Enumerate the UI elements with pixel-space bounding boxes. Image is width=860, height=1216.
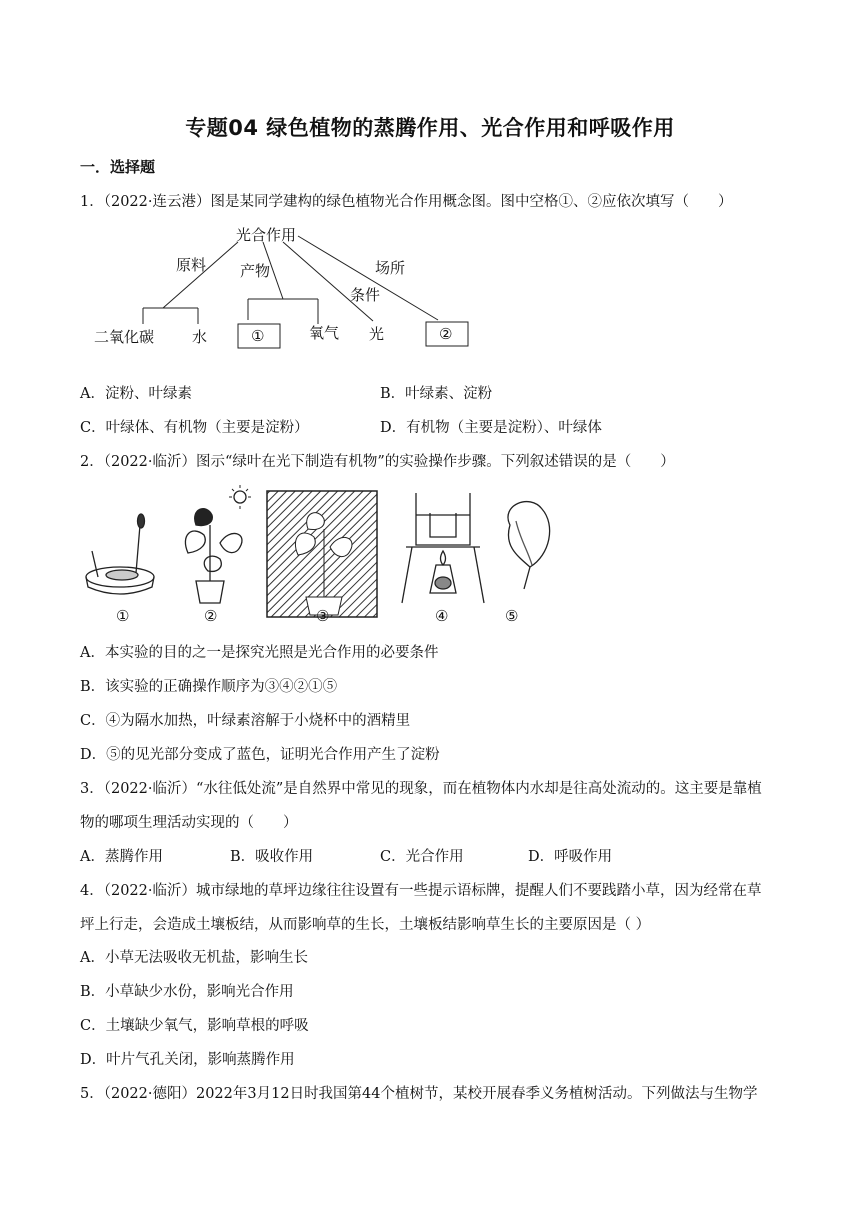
fig-label-3: ③: [316, 607, 330, 625]
diagram-leaf-oxygen: 氧气: [309, 324, 340, 342]
diagram-label-products: 产物: [240, 262, 271, 280]
q2-option-d: D．⑤的见光部分变成了蓝色，证明光合作用产生了淀粉: [80, 747, 440, 763]
q5-stem-line1: 5．（2022·德阳）2022年3月12日时我国第44个植树节，某校开展春季义务植树活动。下列做法与生物学: [80, 1086, 758, 1102]
diagram-label-location: 场所: [375, 259, 406, 277]
diagram-label-raw-materials: 原料: [176, 256, 207, 274]
step3-dark-box: [267, 491, 377, 617]
q3-option-c: C．光合作用: [380, 849, 464, 865]
q1-stem: 1．（2022·连云港）图是某同学建构的绿色植物光合作用概念图。图中空格①、②应依次填写（ ）: [80, 194, 733, 210]
q1-option-c: C．叶绿体、有机物（主要是淀粉）: [80, 420, 309, 436]
q4-stem-line1: 4．（2022·临沂）城市绿地的草坪边缘往往设置有一些提示语标牌，提醒人们不要践踏小草，因为经常在草: [80, 883, 762, 899]
diagram-leaf-co2: 二氧化碳: [94, 328, 155, 346]
step5-leaf: [508, 502, 550, 589]
photosynthesis-concept-map: [88, 224, 488, 354]
q3-option-a: A．蒸腾作用: [80, 849, 163, 865]
diagram-blank-1: ①: [251, 327, 265, 345]
experiment-steps-figure: [80, 485, 560, 625]
section-heading: 一．选择题: [80, 158, 156, 176]
q4-option-a: A．小草无法吸收无机盐，影响生长: [80, 950, 308, 966]
q4-option-d: D．叶片气孔关闭，影响蒸腾作用: [80, 1052, 295, 1068]
page-title: 专题04 绿色植物的蒸腾作用、光合作用和呼吸作用: [185, 116, 675, 140]
step2-potted-plant-with-foil: [185, 485, 251, 603]
q3-option-b: B．吸收作用: [230, 849, 314, 865]
diagram-leaf-light: 光: [369, 325, 385, 343]
fig-label-1: ①: [116, 607, 130, 625]
diagram-leaf-water: 水: [192, 328, 208, 346]
q1-option-b: B．叶绿素、淀粉: [380, 386, 493, 402]
step1-petri-dish: [86, 514, 154, 594]
q1-option-a: A．淀粉、叶绿素: [80, 386, 192, 402]
q1-option-d: D．有机物（主要是淀粉）、叶绿体: [380, 420, 602, 436]
fig-label-2: ②: [204, 607, 218, 625]
fig-label-4: ④: [435, 607, 449, 625]
q2-option-c: C．④为隔水加热，叶绿素溶解于小烧杯中的酒精里: [80, 713, 411, 729]
q4-option-b: B．小草缺少水份，影响光合作用: [80, 984, 294, 1000]
q3-stem-line1: 3．（2022·临沂）“水往低处流”是自然界中常见的现象，而在植物体内水却是往高处流动的。这主要是靠植: [80, 781, 762, 797]
q4-stem-line2: 坪上行走，会造成土壤板结，从而影响草的生长，土壤板结影响草生长的主要原因是（ ）: [80, 917, 651, 933]
q4-option-c: C．土壤缺少氧气，影响草根的呼吸: [80, 1018, 309, 1034]
q3-option-d: D．呼吸作用: [528, 849, 613, 865]
fig-label-5: ⑤: [505, 607, 519, 625]
diagram-blank-2: ②: [439, 325, 453, 343]
step4-water-bath-heating: [402, 493, 484, 603]
diagram-label-conditions: 条件: [350, 286, 381, 304]
q2-option-a: A．本实验的目的之一是探究光照是光合作用的必要条件: [80, 645, 439, 661]
q2-option-b: B．该实验的正确操作顺序为③④②①⑤: [80, 679, 338, 695]
diagram-root: 光合作用: [236, 226, 297, 244]
q3-stem-line2: 物的哪项生理活动实现的（ ）: [80, 815, 298, 831]
q2-stem: 2．（2022·临沂）图示“绿叶在光下制造有机物”的实验操作步骤。下列叙述错误的是（ ）: [80, 454, 675, 470]
